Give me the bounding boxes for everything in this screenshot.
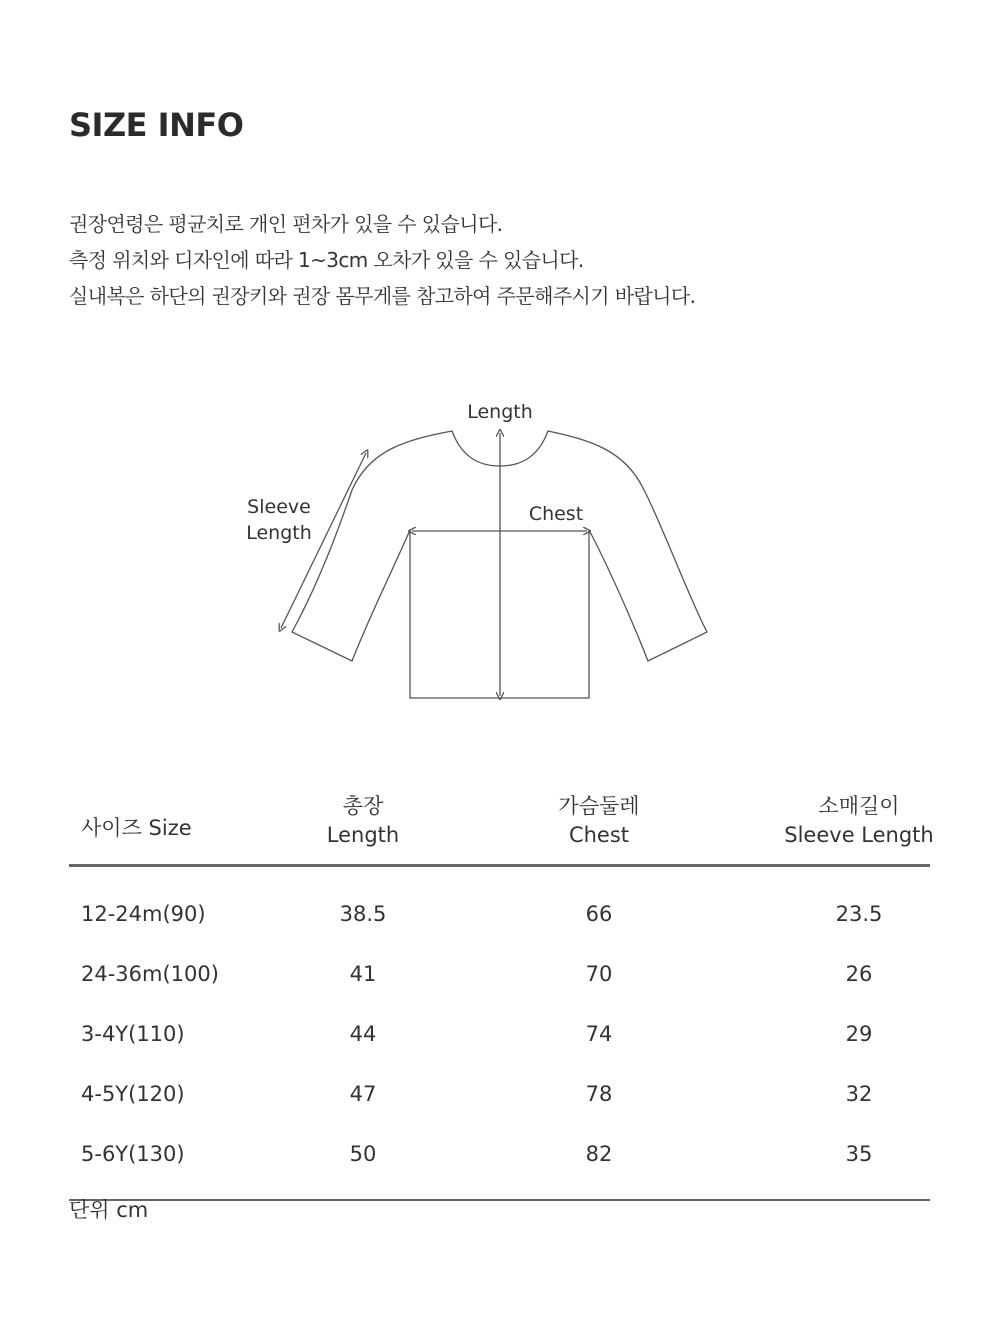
cell-sleeve: 32 <box>845 1082 873 1106</box>
cell-length: 44 <box>349 1022 377 1046</box>
note-line: 권장연령은 평균치로 개인 편차가 있을 수 있습니다. <box>69 212 503 236</box>
cell-chest: 78 <box>585 1082 613 1106</box>
table-row <box>69 884 930 944</box>
header-chest-en: Chest <box>568 823 630 847</box>
cell-sleeve: 29 <box>845 1022 873 1046</box>
cell-chest: 66 <box>585 902 613 926</box>
cell-length: 50 <box>349 1142 377 1166</box>
cell-size: 5-6Y(130) <box>81 1142 185 1166</box>
table-row <box>69 1124 930 1184</box>
cell-chest: 82 <box>585 1142 613 1166</box>
header-sleeve-ko: 소매길이 <box>818 794 900 818</box>
table-row <box>69 1004 930 1064</box>
cell-sleeve: 35 <box>845 1142 873 1166</box>
header-length <box>303 792 423 850</box>
chest-label: Chest <box>528 503 584 525</box>
cell-chest: 74 <box>585 1022 613 1046</box>
table-row <box>69 944 930 1004</box>
note-line: 측정 위치와 디자인에 따라 1~3cm 오차가 있을 수 있습니다. <box>69 248 584 272</box>
sleeve-label-line1: Sleeve <box>247 496 311 518</box>
size-table <box>69 788 934 1201</box>
header-sleeve-en: Sleeve Length <box>784 823 934 847</box>
header-chest <box>539 792 659 850</box>
table-body <box>69 867 930 1201</box>
cell-size: 24-36m(100) <box>81 962 219 986</box>
length-label: Length <box>467 401 533 423</box>
cell-length: 38.5 <box>339 902 387 926</box>
note-line: 실내복은 하단의 권장키와 권장 몸무게를 참고하여 주문해주시기 바랍니다. <box>69 284 696 308</box>
cell-sleeve: 23.5 <box>835 902 883 926</box>
cell-size: 12-24m(90) <box>81 902 206 926</box>
cell-length: 47 <box>349 1082 377 1106</box>
header-chest-ko: 가슴둘레 <box>558 794 640 818</box>
header-length-ko: 총장 <box>342 794 384 818</box>
page-title: SIZE INFO <box>69 106 244 144</box>
cell-size: 4-5Y(120) <box>81 1082 185 1106</box>
header-length-en: Length <box>326 823 400 847</box>
cell-sleeve: 26 <box>845 962 873 986</box>
cell-size: 3-4Y(110) <box>81 1022 185 1046</box>
header-size <box>81 814 192 843</box>
size-notes <box>69 206 695 314</box>
header-size-label: 사이즈 Size <box>81 816 192 840</box>
table-header <box>69 788 934 867</box>
table-row <box>69 1064 930 1124</box>
unit-label: 단위 cm <box>69 1198 149 1222</box>
sleeve-label-line2: Length <box>246 522 312 544</box>
cell-chest: 70 <box>585 962 613 986</box>
garment-measurement-diagram <box>0 380 1000 720</box>
cell-length: 41 <box>349 962 377 986</box>
header-sleeve <box>769 792 949 850</box>
